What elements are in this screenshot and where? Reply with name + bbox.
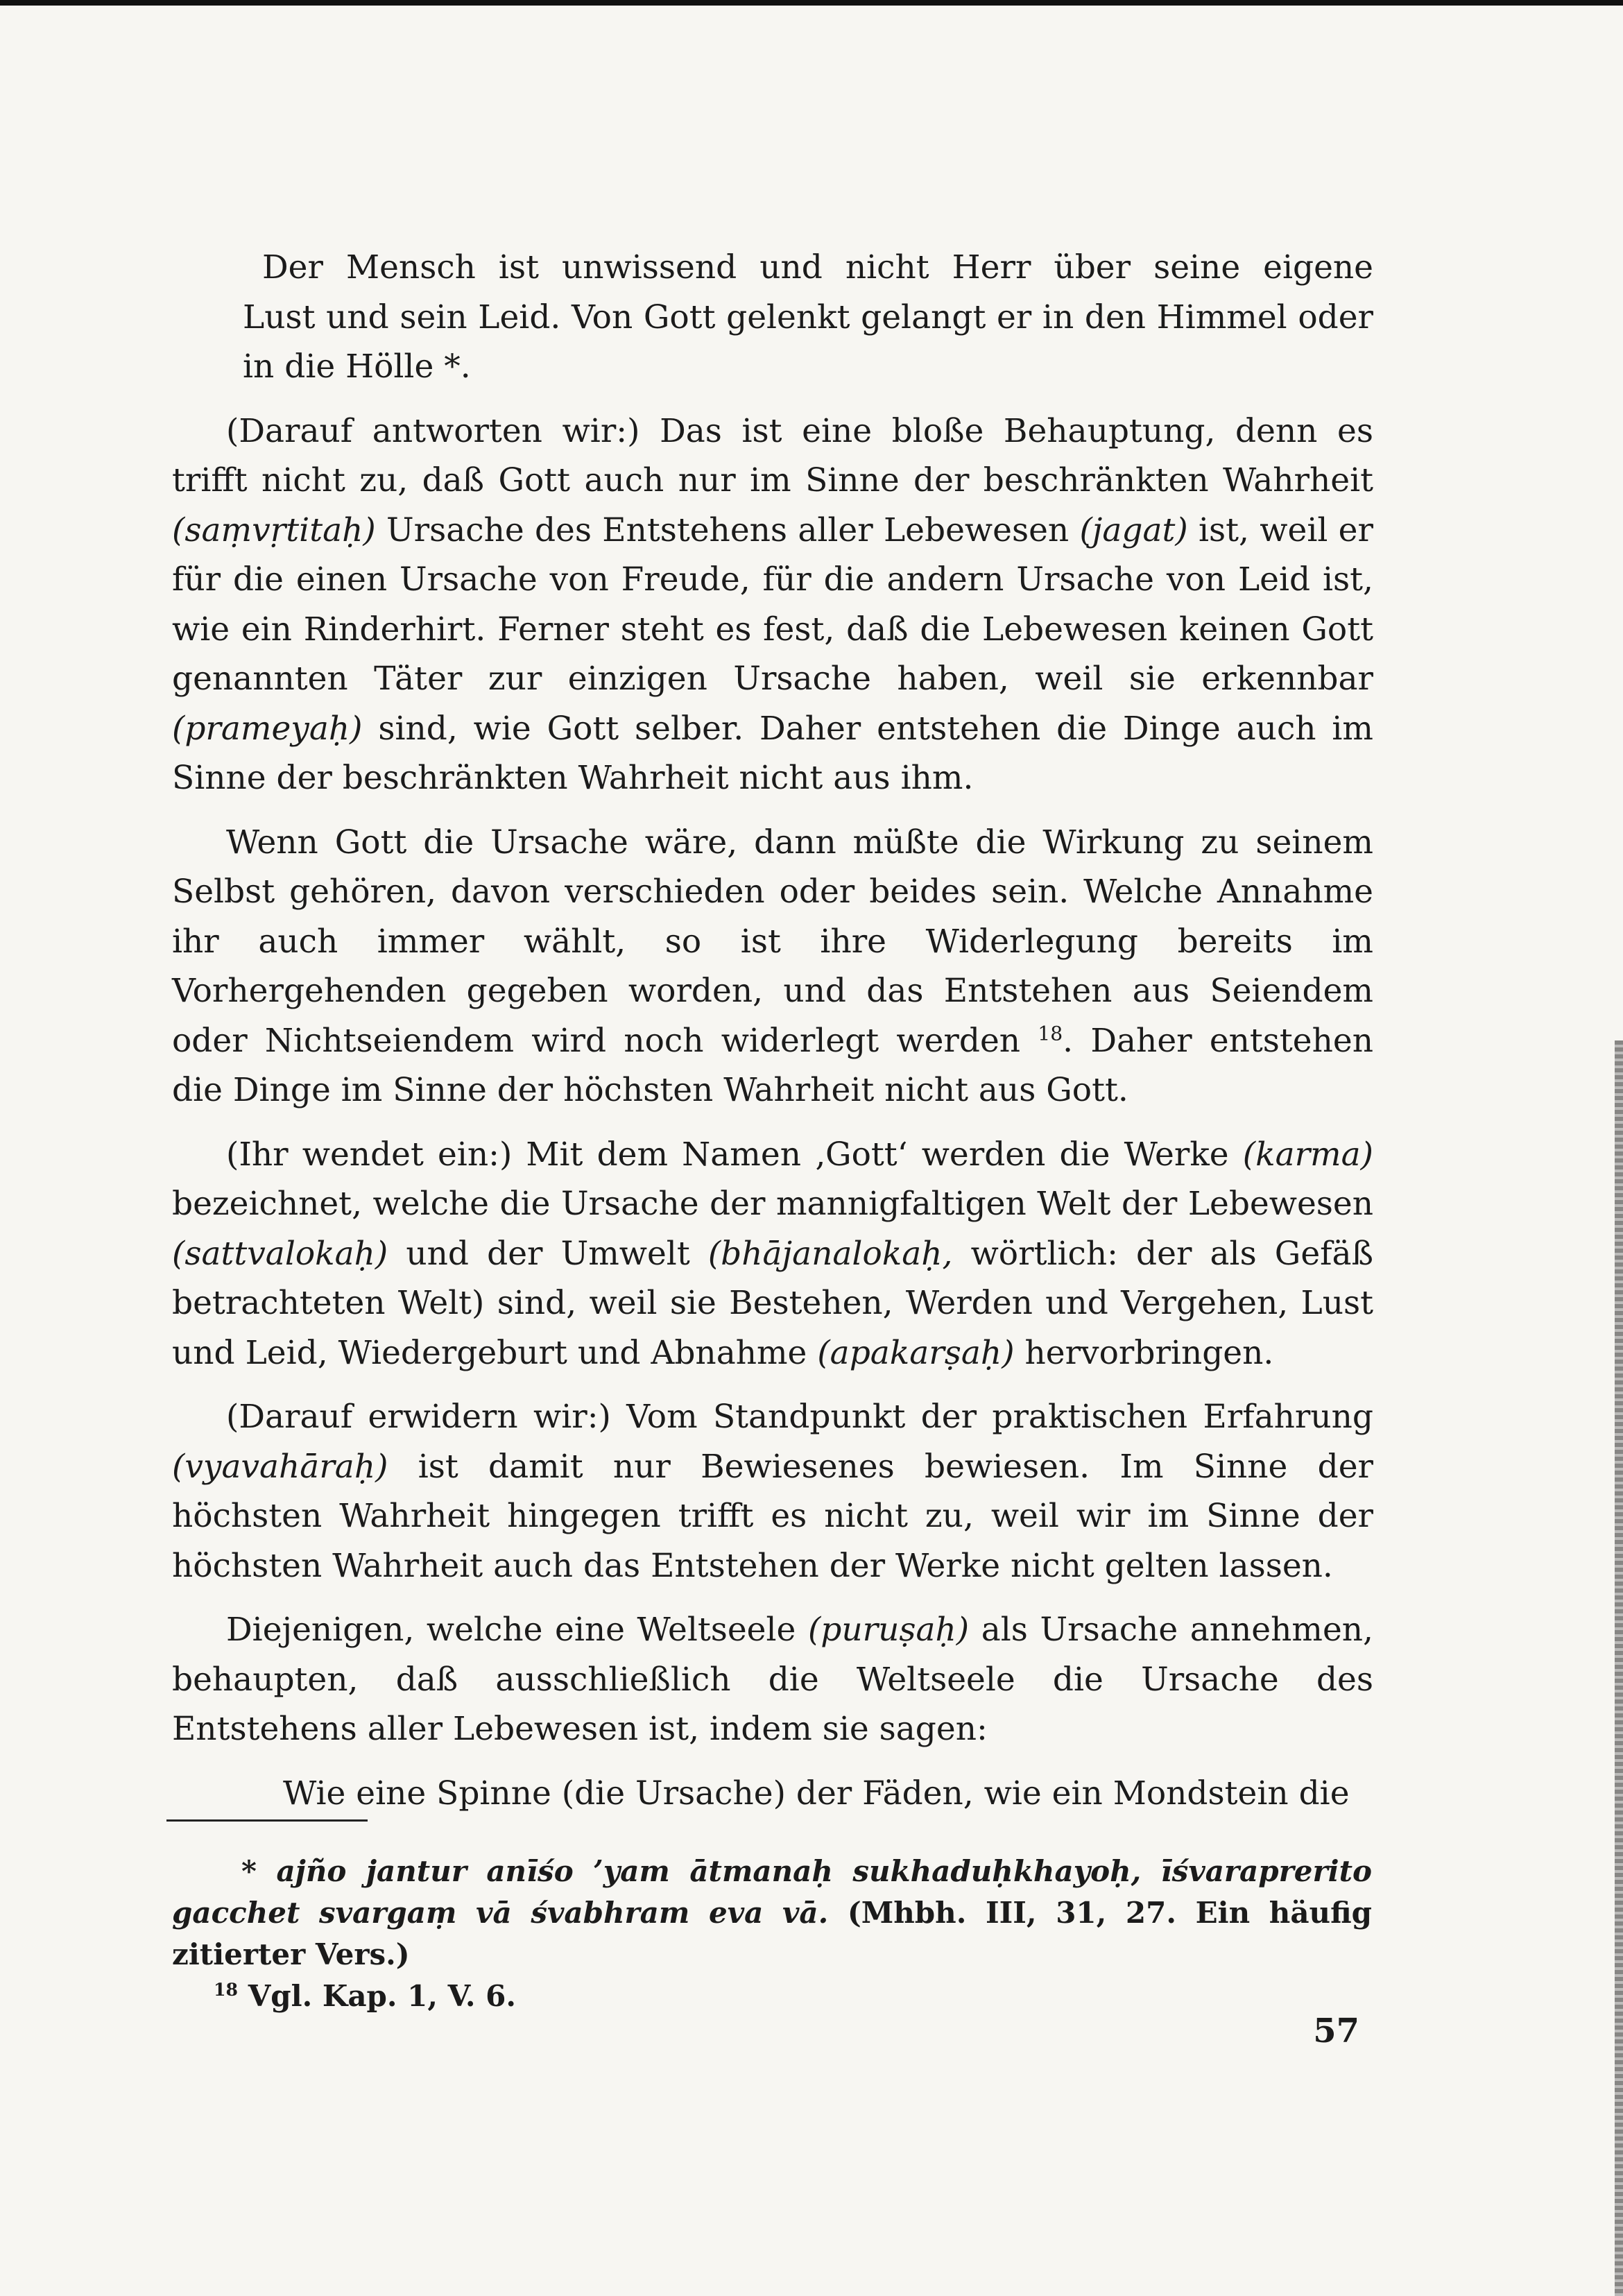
footnotes xyxy=(172,1851,1372,2017)
paragraph-3: (Ihr wendet ein:) Mit dem Namen ‚Gott‘ werden die Werke (karma) bezeichnet, welche die Ursache der mannigfaltigen Welt der Lebewesen (sattvalokaḥ) und der Umwelt (bhājanalokaḥ, wörtlich: der als Gefäß betrachteten Welt) sind, weil sie Bestehen, Werden und Vergehen, Lust und Leid, Wiedergeburt und Abnahme (apakarṣaḥ) hervorbringen. xyxy=(172,1135,1373,1372)
body-text xyxy=(172,243,1373,1818)
page-number: 57 xyxy=(1313,2012,1359,2050)
top-border xyxy=(0,0,1623,6)
footnote-2: $^{18}$ Vgl. Kap. 1, V. 6. xyxy=(214,1979,516,2013)
paragraph-4: (Darauf erwidern wir:) Vom Standpunkt der praktischen Erfahrung (vyavahāraḥ) ist damit nur Bewiesenes bewiesen. Im Sinne der höchsten Wahrheit hingegen trifft es nicht zu, weil wir im Sinne der höchsten Wahrheit auch das Entstehen der Werke nicht gelten lassen. xyxy=(172,1398,1373,1585)
footnote-ref-18: 18 xyxy=(1038,1021,1063,1045)
paragraph-1: (Darauf antworten wir:) Das ist eine bloße Behauptung, denn es trifft nicht zu, daß Gott auch nur im Sinne der beschränkten Wahrheit (saṃvṛtitaḥ) Ursache des Entstehens aller Lebewesen (jagat) ist, weil er für die einen Ursache von Freude, für die andern Ursache von Leid ist, wie ein Rinderhirt. Ferner steht es fest, daß die Lebewesen keinen Gott genannten Täter zur einzigen Ursache haben, weil sie erkennbar (prameyaḥ) sind, wie Gott selber. Daher entstehen die Dinge auch im Sinne der beschränkten Wahrheit nicht aus ihm. xyxy=(172,411,1373,797)
verse-rest: Lust und sein Leid. Von Gott gelenkt gelangt er in den Himmel oder in die Hölle *. xyxy=(243,298,1373,386)
verse-quote-start: Wie eine Spinne (die Ursache) der Fäden, wie ein Mondstein die xyxy=(283,1774,1350,1813)
paragraph-5: Diejenigen, welche eine Weltseele (puruṣaḥ) als Ursache annehmen, behaupten, daß ausschließlich die Weltseele die Ursache des Entstehens aller Lebewesen ist, indem sie sagen: xyxy=(172,1611,1373,1748)
verse-line-1: Der Mensch ist unwissend und nicht Herr über seine eigene xyxy=(262,248,1373,286)
footnote-separator xyxy=(166,1819,368,1822)
binding-edge xyxy=(1615,1040,1623,2296)
paragraph-2: Wenn Gott die Ursache wäre, dann müßte die Wirkung zu seinem Selbst gehören, davon verschieden oder beides sein. Welche Annahme ihr auch immer wählt, so ist ihre Widerlegung bereits im Vorhergehenden gegeben worden, und das Entstehen aus Seiendem oder Nichtseiendem wird noch widerlegt werden $^{18}$. Daher entstehen die Dinge im Sinne der höchsten Wahrheit nicht aus Gott. xyxy=(172,823,1373,1109)
footnote-1: * ajño jantur anīśo ’yam ātmanaḥ sukhaduḥkhayoḥ, īśvaraprerito gacchet svargaṃ vā śvabhram eva vā. (Mhbh. III, 31, 27. Ein häufig zitierter Vers.) xyxy=(172,1854,1372,1971)
